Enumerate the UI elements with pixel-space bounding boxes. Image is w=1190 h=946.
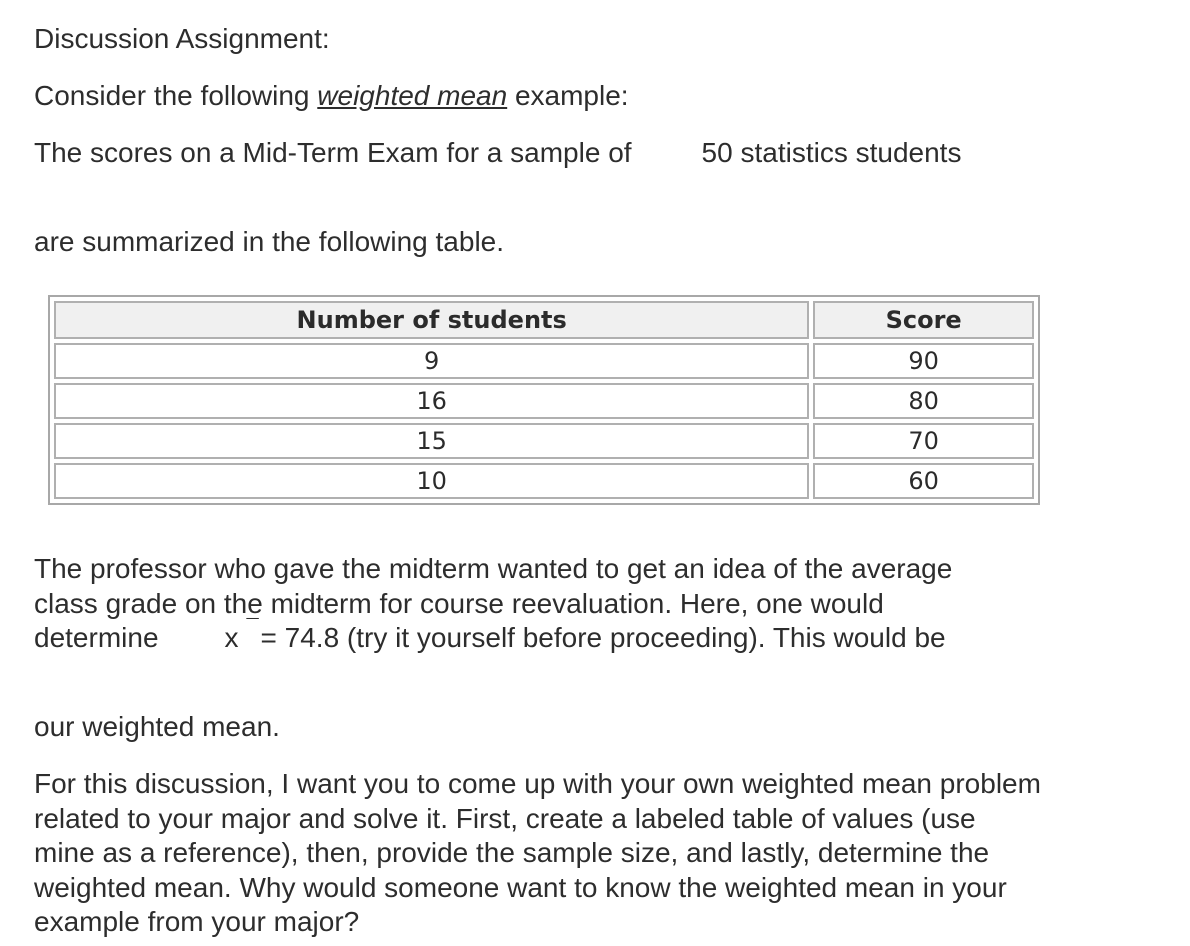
- cell-score: 60: [813, 463, 1034, 499]
- professor-line-1: The professor who gave the midterm wanted to get an idea of the average: [34, 553, 953, 584]
- discussion-paragraph: For this discussion, I want you to come up with your own weighted mean problem related to your major and solve it. First, create a labeled table of values (use mine as a reference), then, provide the sample size, and lastly, determine the weighted mean. Why would someone want to know the weighted mean in your example from your major?: [34, 768, 1041, 937]
- header-score: Score: [813, 301, 1034, 339]
- cell-students: 10: [54, 463, 809, 499]
- table-row: [54, 343, 1034, 379]
- professor-line-3: [34, 615, 946, 655]
- x-symbol: x: [224, 622, 239, 653]
- scores-table: [48, 295, 1040, 505]
- cell-students: 15: [54, 423, 809, 459]
- weighted-mean-term: weighted mean: [317, 80, 508, 111]
- sample-line-left: The scores on a Mid-Term Exam for a sample of: [34, 137, 632, 168]
- determine-word: determine: [34, 622, 159, 653]
- summary-line: are summarized in the following table.: [34, 226, 505, 257]
- assignment-heading: Discussion Assignment:: [34, 23, 330, 54]
- sample-line: [34, 136, 961, 170]
- professor-line-2: class grade on the midterm for course reevaluation. Here, one would: [34, 588, 884, 619]
- table-row: [54, 423, 1034, 459]
- x-bar-symbol: [221, 615, 259, 655]
- cell-score: 70: [813, 423, 1034, 459]
- intro-line: [34, 79, 629, 113]
- intro-after: example:: [507, 80, 629, 111]
- table-row: [54, 383, 1034, 419]
- intro-before: Consider the following: [34, 80, 318, 111]
- weighted-mean-line: our weighted mean.: [34, 711, 280, 742]
- table-header-row: [54, 301, 1034, 339]
- header-number-of-students: Number of students: [54, 301, 809, 339]
- cell-students: 9: [54, 343, 809, 379]
- cell-students: 16: [54, 383, 809, 419]
- cell-score: 90: [813, 343, 1034, 379]
- table-row: [54, 463, 1034, 499]
- macron-mark: ¯: [246, 615, 259, 640]
- cell-score: 80: [813, 383, 1034, 419]
- sample-line-right: 50 statistics students: [701, 137, 962, 168]
- mean-value-text: = 74.8 (try it yourself before proceeding). This would be: [260, 622, 946, 653]
